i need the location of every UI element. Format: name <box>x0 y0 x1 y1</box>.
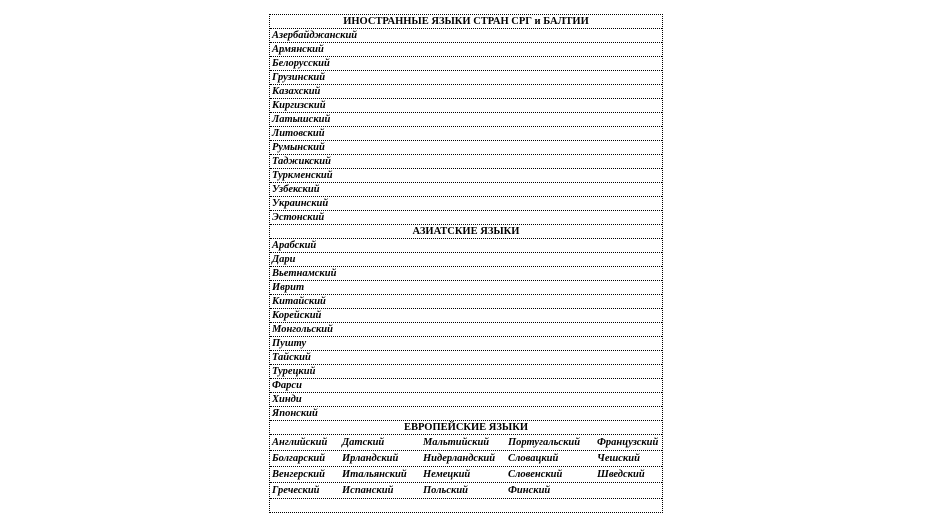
language-row <box>270 99 662 113</box>
language-row <box>270 379 662 393</box>
language-name: Арабский <box>272 240 317 251</box>
language-name: Монгольский <box>272 324 333 335</box>
language-name: Датский <box>342 437 385 448</box>
language-row <box>270 239 662 253</box>
language-form <box>269 14 663 513</box>
language-name: Литовский <box>272 128 325 139</box>
language-name: Чешский <box>597 453 640 464</box>
european-row <box>270 483 662 499</box>
language-row <box>270 365 662 379</box>
language-name: Тайский <box>272 352 311 363</box>
language-row <box>270 407 662 421</box>
language-name: Эстонский <box>272 212 325 223</box>
language-name: Словенский <box>508 469 563 480</box>
language-name: Немецкий <box>423 469 471 480</box>
language-row <box>270 351 662 365</box>
language-row <box>270 71 662 85</box>
european-row <box>270 435 662 451</box>
language-row <box>270 323 662 337</box>
language-name: Испанский <box>342 485 394 496</box>
language-row <box>270 85 662 99</box>
language-row <box>270 169 662 183</box>
language-name: Польский <box>423 485 469 496</box>
language-name: Корейский <box>272 310 322 321</box>
language-row <box>270 43 662 57</box>
language-row <box>270 29 662 43</box>
language-name: Таджикский <box>272 156 331 167</box>
section-header <box>270 15 662 29</box>
language-name: Турецкий <box>272 366 316 377</box>
language-name: Финский <box>508 485 551 496</box>
language-name: Болгарский <box>272 453 326 464</box>
language-name: Японский <box>272 408 318 419</box>
language-name: Туркменский <box>272 170 333 181</box>
language-name: Дари <box>272 254 296 265</box>
language-name: Венгерский <box>272 469 325 480</box>
language-name: Мальтийский <box>423 437 490 448</box>
language-row <box>270 197 662 211</box>
language-name: Азербайджанский <box>272 30 358 41</box>
language-name: Иврит <box>272 282 305 293</box>
language-name: Английский <box>272 437 328 448</box>
language-name: Хинди <box>272 394 302 405</box>
language-row <box>270 155 662 169</box>
section-title: ЕВРОПЕЙСКИЕ ЯЗЫКИ <box>403 422 529 433</box>
section-title: АЗИАТСКИЕ ЯЗЫКИ <box>412 226 520 237</box>
european-row <box>270 467 662 483</box>
language-name: Киргизский <box>272 100 326 111</box>
language-row <box>270 183 662 197</box>
language-name: Грузинский <box>272 72 326 83</box>
section-header <box>270 421 662 435</box>
language-name: Ирландский <box>342 453 399 464</box>
european-row <box>270 451 662 467</box>
language-row <box>270 113 662 127</box>
language-name: Французский <box>597 437 659 448</box>
language-name: Нидерландский <box>423 453 496 464</box>
language-name: Итальянский <box>342 469 407 480</box>
language-name: Белорусский <box>272 58 330 69</box>
language-name: Казахский <box>272 86 321 97</box>
language-row <box>270 295 662 309</box>
language-row <box>270 127 662 141</box>
language-row <box>270 211 662 225</box>
language-name: Китайский <box>272 296 326 307</box>
language-name: Португальский <box>508 437 581 448</box>
language-name: Греческий <box>272 485 320 496</box>
language-name: Узбекский <box>272 184 320 195</box>
language-row <box>270 267 662 281</box>
language-name: Словацкий <box>508 453 559 464</box>
section-title: ИНОСТРАННЫЕ ЯЗЫКИ СТРАН СРГ и БАЛТИИ <box>343 16 589 27</box>
section-header <box>270 225 662 239</box>
language-row <box>270 337 662 351</box>
language-name: Латышский <box>272 114 331 125</box>
language-name: Пушту <box>272 338 307 349</box>
language-name: Армянский <box>272 44 324 55</box>
language-row <box>270 281 662 295</box>
language-name: Вьетнамский <box>272 268 337 279</box>
language-name: Румынский <box>272 142 325 153</box>
language-row <box>270 253 662 267</box>
language-row <box>270 393 662 407</box>
language-name: Шведский <box>597 469 645 480</box>
language-name: Украинский <box>272 198 329 209</box>
language-row <box>270 57 662 71</box>
language-row <box>270 309 662 323</box>
language-name: Фарси <box>272 380 302 391</box>
language-row <box>270 141 662 155</box>
